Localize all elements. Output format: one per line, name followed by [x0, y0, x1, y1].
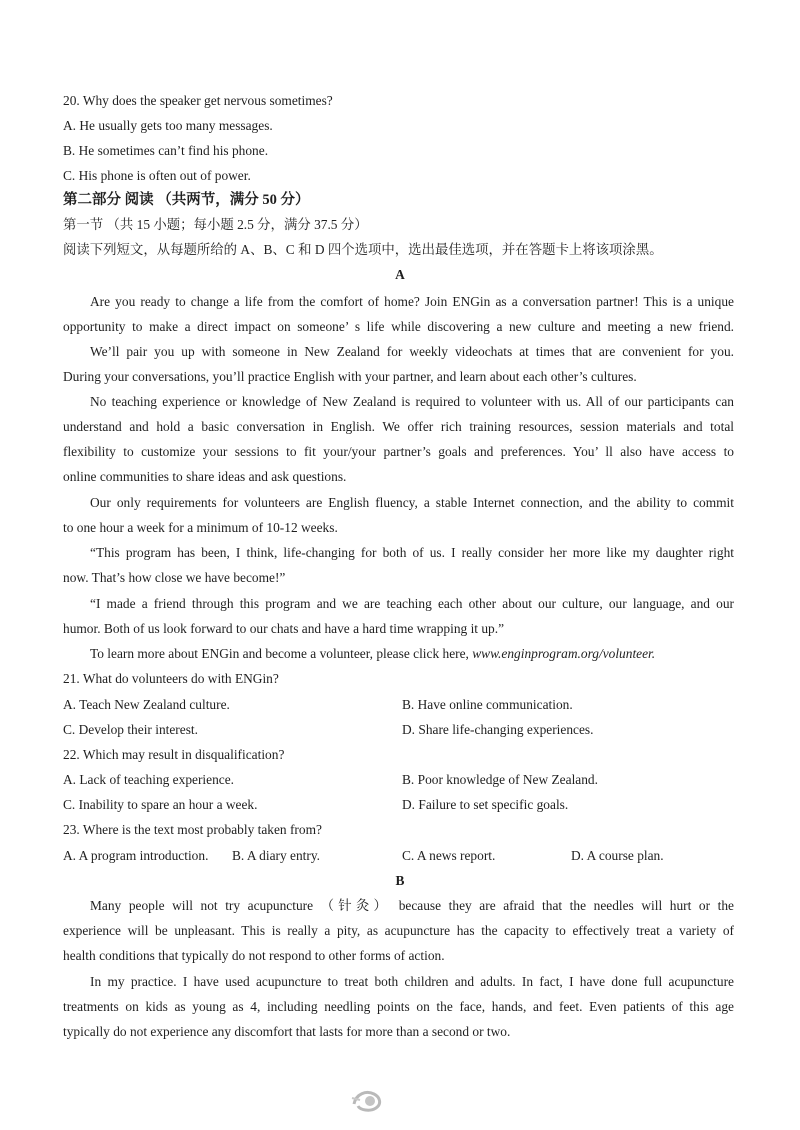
- passage-a-closing: [90, 645, 655, 663]
- passage-a-line: “I made a friend through this program and we are teaching each other about our culture, our language, and our: [90, 596, 734, 611]
- passage-a-line: online communities to share ideas and ask questions.: [63, 469, 347, 484]
- q22-option-a: A. Lack of teaching experience.: [63, 772, 235, 787]
- q23-question: 23. Where is the text most probably taken from?: [63, 822, 322, 837]
- q20-option-c: C. His phone is often out of power.: [63, 168, 251, 183]
- q20-option-b: B. He sometimes can’t find his phone.: [63, 143, 269, 158]
- q23-option-b: B. A diary entry.: [232, 848, 321, 863]
- q21-option-d: D. Share life-changing experiences.: [402, 722, 594, 737]
- reading-instructions: 阅读下列短文，从每题所给的 A、B、C 和 D 四个选项中，选出最佳选项，并在答题卡上将该项涂黑。: [63, 242, 663, 257]
- q23-option-a: A. A program introduction.: [63, 848, 209, 863]
- passage-a-line: We’ll pair you up with someone in New Zealand for weekly videochats at times that are convenient for you.: [90, 344, 734, 359]
- passage-b-line: In my practice. I have used acupuncture to treat both children and adults. In fact, I have done full acupuncture: [90, 974, 734, 989]
- passage-b-line: health conditions that typically do not respond to other forms of action.: [63, 948, 445, 963]
- section1-heading: 第一节 （共 15 小题；每小题 2.5 分，满分 37.5 分）: [63, 217, 368, 232]
- passage-a-line: opportunity to make a direct impact on someone’ s life while discovering a new culture and meeting a new friend.: [63, 319, 734, 334]
- passage-a-line: During your conversations, you’ll practice English with your partner, and learn about each other’s cultures.: [63, 369, 637, 384]
- passage-a-line: humor. Both of us look forward to our chats and have a hard time wrapping it up.”: [63, 621, 505, 636]
- passage-a-line: No teaching experience or knowledge of New Zealand is required to volunteer with us. All of our participants can: [90, 394, 734, 409]
- q20-question: 20. Why does the speaker get nervous sometimes?: [63, 93, 333, 108]
- passage-a-line: to one hour a week for a minimum of 10-12 weeks.: [63, 520, 338, 535]
- q22-option-c: C. Inability to spare an hour a week.: [63, 797, 258, 812]
- q22-option-d: D. Failure to set specific goals.: [402, 797, 569, 812]
- passage-a-label: A: [395, 267, 405, 282]
- q21-option-b: B. Have online communication.: [402, 697, 573, 712]
- q21-question: 21. What do volunteers do with ENGin?: [63, 671, 279, 686]
- passage-b-label: B: [395, 873, 405, 888]
- passage-b-line: typically do not experience any discomfort that lasts for more than a second or two.: [63, 1024, 511, 1039]
- passage-b-line: experience will be unpleasant. This is really a pity, as acupuncture has the capacity to effectively treat a variety of: [63, 923, 734, 938]
- passage-a-line: Are you ready to change a life from the comfort of home? Join ENGin as a conversation partner! This is a unique: [90, 294, 734, 309]
- part2-heading: 第二部分 阅读 （共两节，满分 50 分）: [63, 192, 310, 208]
- passage-a-closing-text: To learn more about ENGin and become a volunteer, please click here,: [90, 646, 469, 661]
- q20-option-a: A. He usually gets too many messages.: [63, 118, 273, 133]
- volunteer-link[interactable]: www.enginprogram.org/volunteer.: [472, 646, 656, 661]
- q21-option-c: C. Develop their interest.: [63, 722, 198, 737]
- passage-a-line: flexibility to customize your sessions to fit your/your partner’s goals and preferences. You’ ll also have access to: [63, 444, 734, 459]
- watermark-logo-icon: [350, 1086, 386, 1112]
- q22-question: 22. Which may result in disqualification?: [63, 747, 285, 762]
- passage-b-line: Many people will not try acupuncture （针灸） because they are afraid that the needles will hurt or the: [90, 898, 734, 913]
- passage-a-line: Our only requirements for volunteers are English fluency, a stable Internet connection, and the ability to commit: [90, 495, 734, 510]
- q22-option-b: B. Poor knowledge of New Zealand.: [402, 772, 598, 787]
- passage-a-line: now. That’s how close we have become!”: [63, 570, 286, 585]
- passage-b-line: treatments on kids as young as 4, including needling points on the face, hands, and feet. Even patients of this age: [63, 999, 734, 1014]
- passage-a-line: “This program has been, I think, life-changing for both of us. I really consider her more like my daughter right: [90, 545, 734, 560]
- passage-a-line: understand and hold a basic conversation in English. We offer rich training resources, session materials and total: [63, 419, 734, 434]
- q23-option-c: C. A news report.: [402, 848, 496, 863]
- q21-option-a: A. Teach New Zealand culture.: [63, 697, 230, 712]
- q23-option-d: D. A course plan.: [571, 848, 664, 863]
